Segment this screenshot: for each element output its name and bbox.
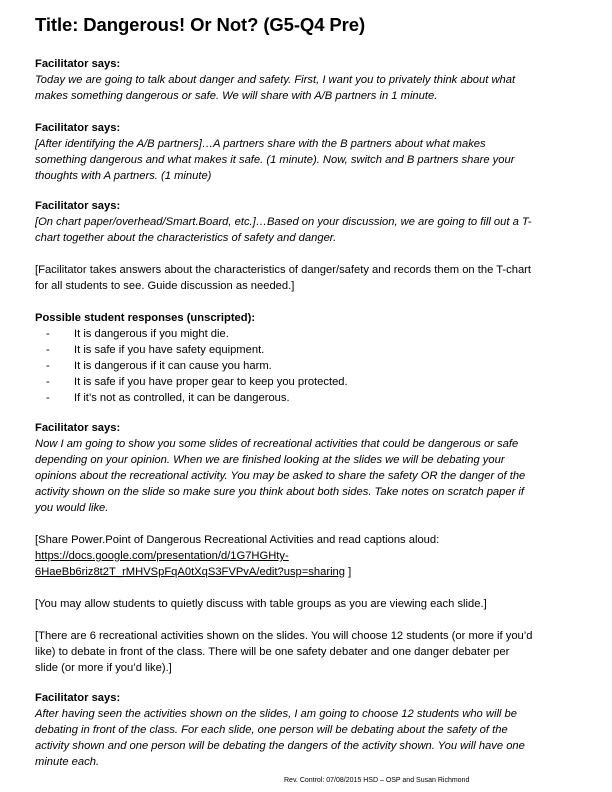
section-slides-intro <box>35 420 580 516</box>
text-line: After having seen the activities shown on the slides, I am going to choose 12 students who will be <box>35 708 517 720</box>
text-line: activity shown on the slide so make sure you think about both sides. Take notes on scratch paper if <box>35 486 525 498</box>
text-line: depending on your opinion. When we are finished looking at the slides we will be debating your <box>35 454 505 466</box>
bullet-dash: - <box>46 376 50 388</box>
list-item <box>35 374 580 390</box>
bullet-dash: - <box>46 344 50 356</box>
section-table-groups <box>35 596 580 612</box>
responses-label: Possible student responses (unscripted): <box>35 312 256 324</box>
facilitator-label: Facilitator says: <box>35 122 121 134</box>
bracket-close: ] <box>345 566 352 578</box>
text-line: makes something dangerous or safe. We will share with A/B partners in 1 minute. <box>35 90 438 102</box>
section-student-responses <box>35 310 580 406</box>
text-line: minute each. <box>35 756 100 768</box>
text-line: [You may allow students to quietly discuss with table groups as you are viewing each slide.] <box>35 598 487 610</box>
list-item-text: It is dangerous if it can cause you harm. <box>74 360 272 372</box>
section-debate-instructions <box>35 690 580 770</box>
list-item-text: It is safe if you have proper gear to keep you protected. <box>74 376 348 388</box>
presentation-link[interactable]: https://docs.google.com/presentation/d/1G7HGHty- <box>35 550 289 562</box>
list-item-text: It is safe if you have safety equipment. <box>74 344 265 356</box>
bullet-dash: - <box>46 392 50 404</box>
section-partners <box>35 120 580 184</box>
text-line: for all students to see. Guide discussion as needed.] <box>35 280 295 292</box>
text-line: [On chart paper/overhead/Smart.Board, etc.]…Based on your discussion, we are going to fill out a T- <box>35 216 532 228</box>
bullet-dash: - <box>46 328 50 340</box>
list-item <box>35 342 580 358</box>
text-line: Now I am going to show you some slides of recreational activities that could be dangerous or safe <box>35 438 519 450</box>
list-item <box>35 358 580 374</box>
text-line: slide (or more if you’d like).] <box>35 662 172 674</box>
text-line: activity shown and one person will be debating the dangers of the activity shown. You will have one <box>35 740 525 752</box>
list-item-text: It is dangerous if you might die. <box>74 328 229 340</box>
list-item <box>35 326 580 342</box>
footer-revision: Rev. Control: 07/08/2015 HSD – OSP and Susan Richmond <box>284 777 470 784</box>
section-facilitator-note <box>35 262 580 294</box>
page-title: Title: Dangerous! Or Not? (G5-Q4 Pre) <box>35 14 366 35</box>
text-line: you would like. <box>35 502 109 514</box>
facilitator-label: Facilitator says: <box>35 422 121 434</box>
presentation-link-continued[interactable]: 6HaeBb6riz8t2T_rMHVSpFqA0tXqS3FVPvA/edit?usp=sharing <box>35 566 345 578</box>
text-line: [Share Power.Point of Dangerous Recreational Activities and read captions aloud: <box>35 534 440 546</box>
section-powerpoint <box>35 532 580 580</box>
facilitator-label: Facilitator says: <box>35 58 121 70</box>
text-line: [There are 6 recreational activities shown on the slides. You will choose 12 students (or more if you’d <box>35 630 533 642</box>
facilitator-label: Facilitator says: <box>35 692 121 704</box>
bullet-dash: - <box>46 360 50 372</box>
text-line: debating in front of the class. For each slide, one person will be debating about the safety of the <box>35 724 508 736</box>
text-line: something dangerous and what makes it safe. (1 minute). Now, switch and B partners share your <box>35 154 515 166</box>
section-intro <box>35 56 580 104</box>
list-item <box>35 390 580 406</box>
section-t-chart <box>35 198 580 246</box>
text-line: [After identifying the A/B partners]…A partners share with the B partners about what makes <box>35 138 486 150</box>
list-item-text: If it’s not as controlled, it can be dangerous. <box>74 392 290 404</box>
text-line: like) to debate in front of the class. There will be one safety debater and one danger debater per <box>35 646 510 658</box>
facilitator-label: Facilitator says: <box>35 200 121 212</box>
text-line: chart together about the characteristics of safety and danger. <box>35 232 337 244</box>
text-line: opinions about the recreational activity. You may be asked to share the safety OR the danger of the <box>35 470 526 482</box>
section-debaters <box>35 628 580 676</box>
text-line: Today we are going to talk about danger and safety. First, I want you to privately think about what <box>35 74 516 86</box>
text-line: [Facilitator takes answers about the characteristics of danger/safety and records them on the T-chart <box>35 264 532 276</box>
text-line: thoughts with A partners. (1 minute) <box>35 170 212 182</box>
